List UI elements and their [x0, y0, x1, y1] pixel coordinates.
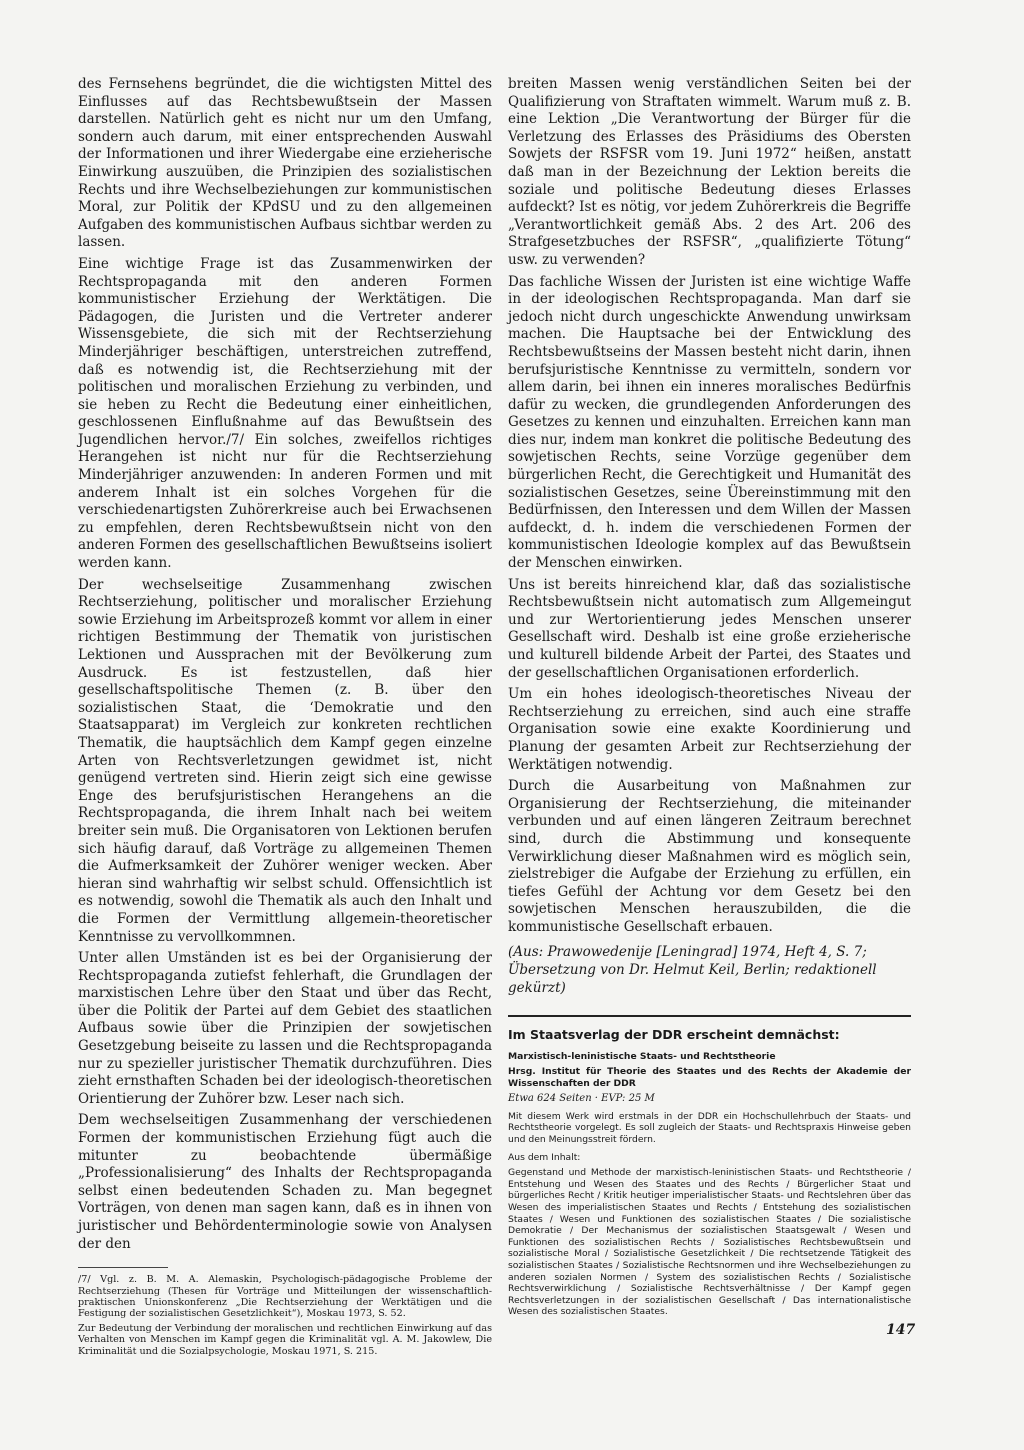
body-paragraph: Uns ist bereits hinreichend klar, daß das sozialistische Rechtsbewußtsein nicht automatisch zum Allgemeingut und zur Wertorientierung jedes Menschen unserer Gesellschaft wird. Deshalb ist eine große erzieherische und kulturell bildende Arbeit der Partei, des Staates und der gesellschaftlichen Organisationen erforderlich.: [508, 576, 911, 681]
footnote: Zur Bedeutung der Verbindung der moralischen und rechtlichen Einwirkung auf das Verhalten von Menschen im Kampf gegen die Kriminalität vgl. A. M. Jakowlew, Die Kriminalität und die Sozialpsychologie, Moskau 1971, S. 215.: [78, 1322, 492, 1357]
body-paragraph: Um ein hohes ideologisch-theoretisches Niveau der Rechtserziehung zu erreichen, sind auch eine straffe Organisation sowie eine exakte Koordinierung und Planung der gesamten Arbeit zur Rechtserziehung der Werktätigen notwendig.: [508, 686, 911, 773]
contents-label: Aus dem Inhalt:: [508, 1151, 581, 1163]
book-description: Mit diesem Werk wird erstmals in der DDR ein Hochschullehrbuch der Staats- und Rechtstheorie vorgelegt. Es soll zugleich der Staats- und Rechtspraxis Hinweise geben und den Meinungsstreit fördern.: [508, 1110, 911, 1146]
section-divider: [508, 1015, 911, 1017]
body-paragraph: Das fachliche Wissen der Juristen ist eine wichtige Waffe in der ideologischen Rechtspropaganda. Man darf sie jedoch nicht durch ungeschickte Anwendung unwirksam machen. Die Hauptsache bei der Entwicklung des Rechtsbewußtseins der Massen besteht nicht darin, ihnen berufsjuristische Kenntnisse zu vermitteln, sondern vor allem darin, bei ihnen ein inneres moralisches Bedürfnis dafür zu wecken, die grundlegenden Anforderungen des Gesetzes zu kennen und einzuhalten. Erreichen kann man dies nur, indem man konkret die politische Bedeutung des sowjetischen Rechts, seine Vorzüge gegenüber dem bürgerlichen Recht, die Gerechtigkeit und Humanität des sozialistischen Gesetzes, seine Übereinstimmung mit den Bedürfnissen, den Interessen und dem Willen der Massen aufdeckt, d. h. indem die verschiedenen Formen der kommunistischen Ideologie komplex auf das Bewußtsein der Menschen einwirken.: [508, 273, 911, 572]
page-number: 147: [886, 1322, 916, 1338]
body-paragraph: breiten Massen wenig verständlichen Seiten bei der Qualifizierung von Straftaten wimmelt. Warum muß z. B. eine Lektion „Die Verantwortung der Bürger für die Verletzung des Erlasses des Präsidiums des Obersten Sowjets der RSFSR vom 19. Juni 1972“ heißen, anstatt daß man in der Bezeichnung der Lektion bereits die soziale und politische Bedeutung dieses Erlasses aufdeckt? Ist es nötig, vor jedem Zuhörerkreis die Begriffe „Verantwortlichkeit gemäß Abs. 2 des Art. 206 des Strafgesetzbuches der RSFSR“, „qualifizierte Tötung“ usw. zu verwenden?: [508, 76, 911, 268]
body-paragraph: des Fernsehens begründet, die die wichtigsten Mittel des Einflusses auf das Rechtsbewußtsein der Massen darstellen. Natürlich geht es nicht nur um den Umfang, sondern auch darum, mit einer entsprechenden Auswahl der Informationen und ihrer Wiedergabe eine erzieherische Einwirkung auszuüben, die Prinzipien des sozialistischen Rechts und ihre Wechselbeziehungen zur kommunistischen Moral, zur Politik der KPdSU und zu den allgemeinen Aufgaben des kommunistischen Aufbaus sichtbar werden zu lassen.: [78, 76, 492, 251]
announcement-heading: Im Staatsverlag der DDR erscheint demnächst:: [508, 1026, 840, 1042]
footnote: /7/ Vgl. z. B. M. A. Alemaskin, Psychologisch-pädagogische Probleme der Rechtserziehung (Thesen für Vorträge und Mitteilungen der wissenschaftlich-praktischen Unionskonferenz „Die Rechtserziehung der Werktätigen und die Festigung der sozialistischen Gesetzlichkeit“), Moskau 1973, S. 52.: [78, 1274, 492, 1320]
source-note: (Aus: Prawowedenije [Leningrad] 1974, Heft 4, S. 7; Übersetzung von Dr. Helmut Keil, Berlin; redaktionell gekürzt): [508, 943, 877, 996]
book-publisher: Hrsg. Institut für Theorie des Staates und des Rechts der Akademie der Wissenschaften der DDR: [508, 1066, 911, 1089]
body-paragraph: Der wechselseitige Zusammenhang zwischen Rechtserziehung, politischer und moralischer Erziehung sowie Erziehung im Arbeitsprozeß kommt vor allem in einer richtigen Bestimmung der Thematik von juristischen Lektionen und Aussprachen mit der Bevölkerung zum Ausdruck. Es ist festzustellen, daß hier gesellschaftspolitische Themen (z. B. über den sozialistischen Staat, die ‘Demokratie und den Staatsapparat) im Vergleich zur konkreten rechtlichen Thematik, die hauptsächlich dem Kampf gegen einzelne Arten von Rechtsverletzungen gewidmet ist, nicht genügend vertreten sind. Hierin zeigt sich eine gewisse Enge des berufsjuristischen Herangehens an die Rechtspropaganda, die ihrem Inhalt nach bei weitem breiter sein muß. Die Organisatoren von Lektionen berufen sich häufig darauf, daß Vorträge zu allgemeinen Themen die Aufmerksamkeit der Zuhörer weniger wecken. Aber hieran sind wahrhaftig wir selbst schuld. Offensichtlich ist es notwendig, sowohl die Thematik als auch den Inhalt und die Formen der Vermittlung allgemein-theoretischer Kenntnisse zu vervollkommnen.: [78, 576, 492, 945]
body-paragraph: Unter allen Umständen ist es bei der Organisierung der Rechtspropaganda zutiefst fehlerhaft, die Grundlagen der marxistischen Lehre über den Staat und über das Recht, über die Politik der Partei auf dem Gebiet des staatlichen Aufbaus sowie über die Prinzipien der sowjetischen Gesetzgebung beiseite zu lassen und die Rechtspropaganda nur zu spezieller juristischer Thematik durchzuführen. Dies zieht ernsthaften Schaden bei der ideologisch-theoretischen Orientierung der Zuhörer bzw. Leser nach sich.: [78, 950, 492, 1107]
body-paragraph: Dem wechselseitigen Zusammenhang der verschiedenen Formen der kommunistischen Erziehung fügt auch die mitunter zu beobachtende übermäßige „Professionalisierung“ des Inhalts der Rechtspropaganda selbst einen bedeutenden Schaden zu. Man begegnet Vorträgen, von denen man sagen kann, daß es in ihnen von juristischer und Behördenterminologie sowie von Analysen der den: [78, 1112, 492, 1252]
body-paragraph: Durch die Ausarbeitung von Maßnahmen zur Organisierung der Rechtserziehung, die miteinander verbunden und auf einen längeren Zeitraum berechnet sind, durch die Abstimmung und konsequente Verwirklichung dieser Maßnahmen wird es möglich sein, zielstrebiger die Aufgabe der Erziehung zu erfüllen, ein tiefes Gefühl der Achtung vor dem Gesetz bei den sowjetischen Menschen herauszubilden, die die kommunistische Gesellschaft erbauen.: [508, 778, 911, 935]
footnote-divider: [78, 1267, 168, 1268]
left-column: [78, 76, 492, 1360]
contents-list: Gegenstand und Methode der marxistisch-leninistischen Staats- und Rechtstheorie / Entstehung und Wesen des Staates und des Rechts / Bürgerlicher Staat und bürgerliches Recht / Kritik heutiger imperialistischer Staats- und Rechtslehren über das Wesen des imperialistischen Staates und Rechts / Entstehung des sozialistischen Staates / Wesen und Funktionen des sozialistischen Staates / Die sozialistische Demokratie / Der Mechanismus der sozialistischen Staatsgewalt / Wesen und Funktionen des sozialistischen Rechts / Sozialistisches Rechtsbewußtsein und sozialistische Moral / Sozialistische Gesetzlichkeit / Die rechtsetzende Tätigkeit des sozialistischen Staates / Sozialistische Rechtsnormen und ihre Wechselbeziehungen zu anderen sozialen Normen / System des sozialistischen Rechts / Sozialistische Rechtsverwirklichung / Sozialistische Rechtsverhältnisse / Der Kampf gegen Rechtsverletzungen in der sozialistischen Gesellschaft / Das internationalistische Wesen des sozialistischen Staates.: [508, 1167, 911, 1318]
book-meta: Etwa 624 Seiten · EVP: 25 M: [508, 1093, 655, 1105]
book-announcement: [508, 1027, 911, 1318]
right-column: [508, 76, 911, 1322]
book-title: Marxistisch-leninistische Staats- und Rechtstheorie: [508, 1050, 776, 1062]
body-paragraph: Eine wichtige Frage ist das Zusammenwirken der Rechtspropaganda mit den anderen Formen kommunistischer Erziehung der Werktätigen. Die Pädagogen, die Juristen und die Vertreter anderer Wissensgebiete, die sich mit der Rechtserziehung Minderjähriger beschäftigen, unterstreichen zutreffend, daß es notwendig ist, die Rechtserziehung mit der politischen und moralischen Erziehung zu verbinden, und sie heben zu Recht die Bedeutung einer einheitlichen, geschlossenen Einflußnahme auf das Bewußtsein des Jugendlichen hervor./7/ Ein solches, zweifellos richtiges Herangehen ist nicht nur für die Rechtserziehung Minderjähriger anzuwenden: In anderen Formen und mit anderem Inhalt ist ein solches Vorgehen für die verschiedenartigsten Zuhörerkreise auch bei Erwachsenen zu empfehlen, deren Rechtsbewußtsein nicht von den anderen Formen des gesellschaftlichen Bewußtseins isoliert werden kann.: [78, 255, 492, 572]
